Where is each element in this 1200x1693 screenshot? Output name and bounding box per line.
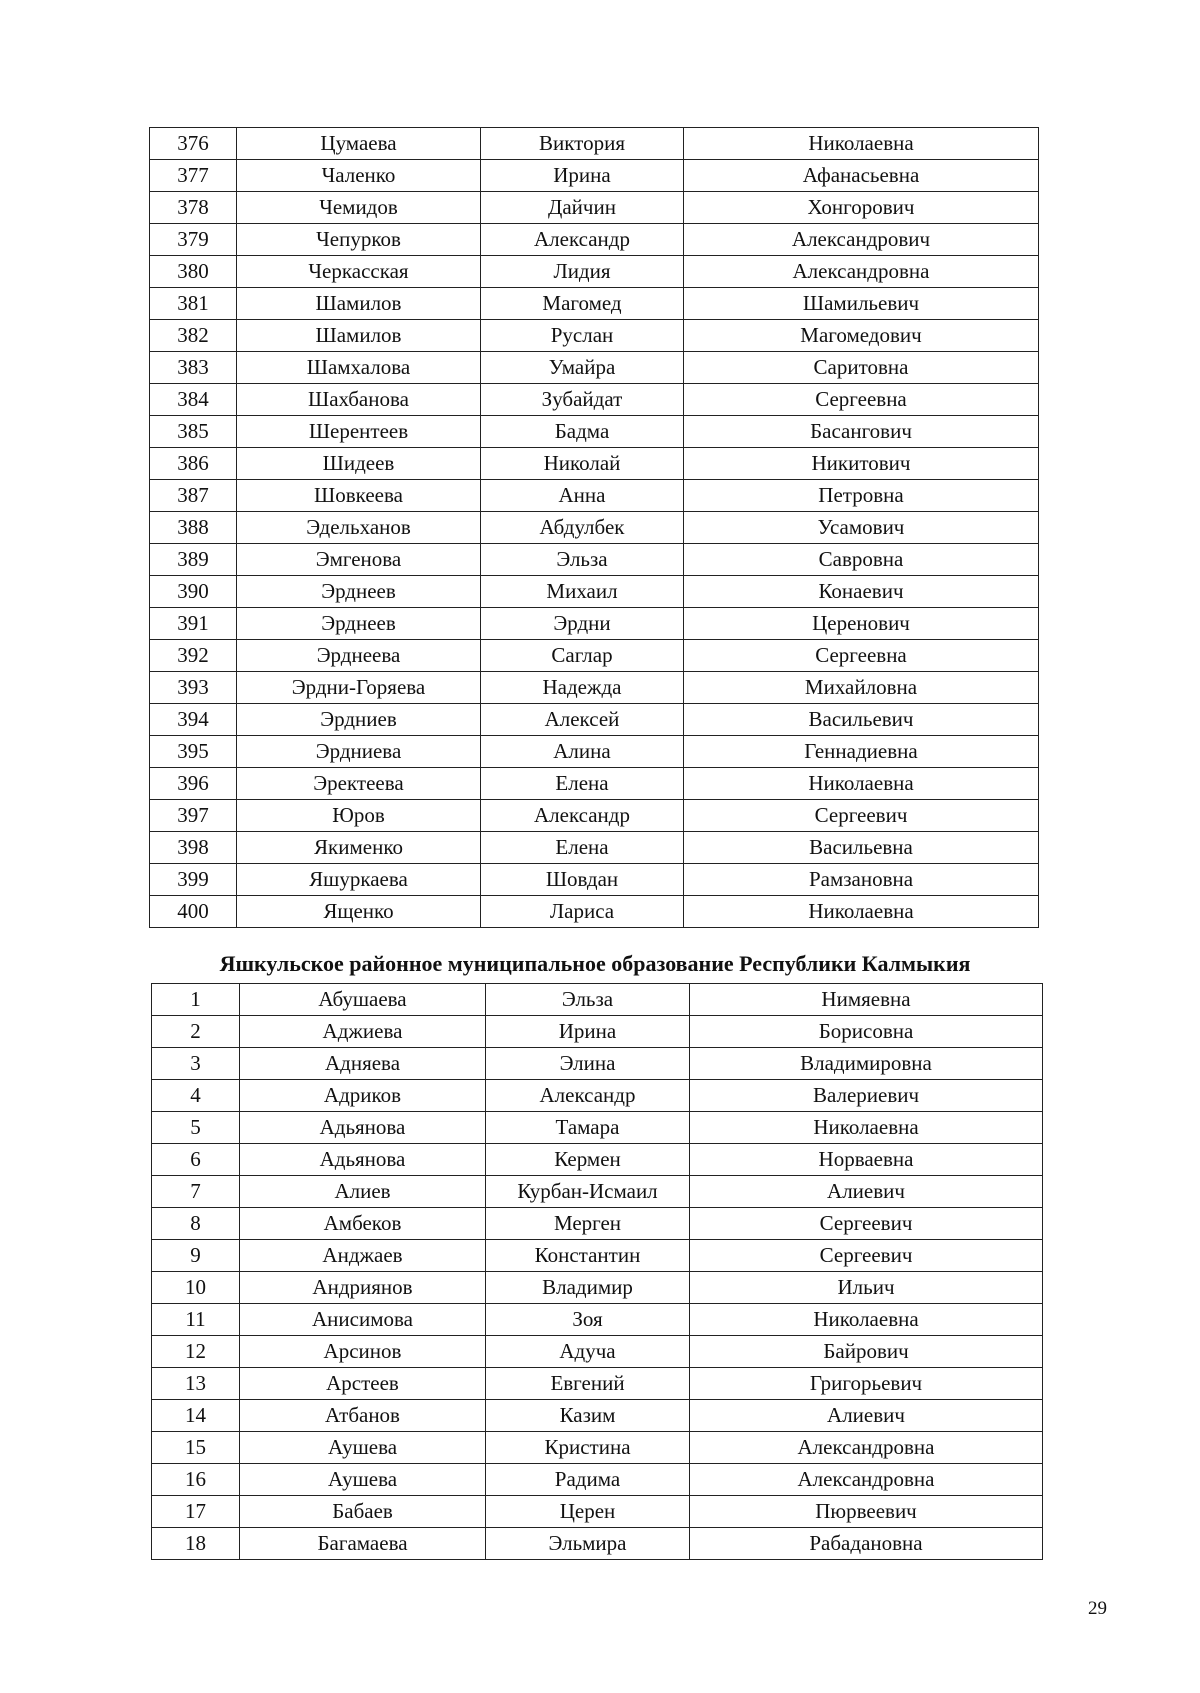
surname-cell: Абушаева — [240, 984, 486, 1016]
first-name-cell: Казим — [486, 1400, 690, 1432]
table-row — [150, 832, 1039, 864]
row-number-cell: 385 — [150, 416, 237, 448]
row-number-cell: 390 — [150, 576, 237, 608]
first-name-cell: Александр — [486, 1080, 690, 1112]
first-name-cell: Надежда — [481, 672, 684, 704]
patronymic-cell: Савровна — [684, 544, 1039, 576]
surname-cell: Чаленко — [237, 160, 481, 192]
table-row — [150, 896, 1039, 928]
table-row — [150, 640, 1039, 672]
surname-cell: Аушева — [240, 1464, 486, 1496]
row-number-cell: 384 — [150, 384, 237, 416]
surname-cell: Адьянова — [240, 1144, 486, 1176]
surname-cell: Чемидов — [237, 192, 481, 224]
surname-cell: Бабаев — [240, 1496, 486, 1528]
table-row — [150, 128, 1039, 160]
table-row — [150, 448, 1039, 480]
surname-cell: Анисимова — [240, 1304, 486, 1336]
first-name-cell: Елена — [481, 768, 684, 800]
row-number-cell: 391 — [150, 608, 237, 640]
row-number-cell: 5 — [152, 1112, 240, 1144]
row-number-cell: 11 — [152, 1304, 240, 1336]
first-name-cell: Магомед — [481, 288, 684, 320]
first-name-cell: Алина — [481, 736, 684, 768]
table-row — [150, 608, 1039, 640]
patronymic-cell: Байрович — [690, 1336, 1043, 1368]
first-name-cell: Мерген — [486, 1208, 690, 1240]
surname-cell: Арстеев — [240, 1368, 486, 1400]
surname-cell: Амбеков — [240, 1208, 486, 1240]
patronymic-cell: Александрович — [684, 224, 1039, 256]
first-name-cell: Елена — [481, 832, 684, 864]
first-name-cell: Саглар — [481, 640, 684, 672]
row-number-cell: 381 — [150, 288, 237, 320]
surname-cell: Алиев — [240, 1176, 486, 1208]
row-number-cell: 18 — [152, 1528, 240, 1560]
table-row — [150, 512, 1039, 544]
patronymic-cell: Сергеевич — [690, 1208, 1043, 1240]
surname-cell: Шахбанова — [237, 384, 481, 416]
patronymic-cell: Хонгорович — [684, 192, 1039, 224]
patronymic-cell: Рамзановна — [684, 864, 1039, 896]
row-number-cell: 395 — [150, 736, 237, 768]
first-name-cell: Шовдан — [481, 864, 684, 896]
patronymic-cell: Басангович — [684, 416, 1039, 448]
patronymic-cell: Конаевич — [684, 576, 1039, 608]
roster-table-2-body — [152, 984, 1043, 1560]
table-row — [152, 1176, 1043, 1208]
row-number-cell: 380 — [150, 256, 237, 288]
patronymic-cell: Валериевич — [690, 1080, 1043, 1112]
table-row — [150, 576, 1039, 608]
patronymic-cell: Афанасьевна — [684, 160, 1039, 192]
patronymic-cell: Сергеевна — [684, 640, 1039, 672]
patronymic-cell: Шамильевич — [684, 288, 1039, 320]
table-row — [150, 224, 1039, 256]
first-name-cell: Александр — [481, 800, 684, 832]
patronymic-cell: Александровна — [684, 256, 1039, 288]
patronymic-cell: Сергеевич — [684, 800, 1039, 832]
first-name-cell: Зоя — [486, 1304, 690, 1336]
row-number-cell: 397 — [150, 800, 237, 832]
first-name-cell: Виктория — [481, 128, 684, 160]
surname-cell: Шидеев — [237, 448, 481, 480]
patronymic-cell: Церенович — [684, 608, 1039, 640]
table-row — [150, 384, 1039, 416]
row-number-cell: 383 — [150, 352, 237, 384]
table-row — [150, 544, 1039, 576]
surname-cell: Шамилов — [237, 288, 481, 320]
table-row — [152, 1400, 1043, 1432]
table-row — [152, 1464, 1043, 1496]
row-number-cell: 377 — [150, 160, 237, 192]
patronymic-cell: Нимяевна — [690, 984, 1043, 1016]
patronymic-cell: Борисовна — [690, 1016, 1043, 1048]
row-number-cell: 3 — [152, 1048, 240, 1080]
roster-table-2 — [151, 983, 1043, 1560]
first-name-cell: Николай — [481, 448, 684, 480]
table-row — [150, 352, 1039, 384]
surname-cell: Эдельханов — [237, 512, 481, 544]
surname-cell: Андриянов — [240, 1272, 486, 1304]
patronymic-cell: Владимировна — [690, 1048, 1043, 1080]
patronymic-cell: Григорьевич — [690, 1368, 1043, 1400]
patronymic-cell: Петровна — [684, 480, 1039, 512]
first-name-cell: Кермен — [486, 1144, 690, 1176]
surname-cell: Арсинов — [240, 1336, 486, 1368]
row-number-cell: 399 — [150, 864, 237, 896]
first-name-cell: Дайчин — [481, 192, 684, 224]
patronymic-cell: Алиевич — [690, 1176, 1043, 1208]
patronymic-cell: Ильич — [690, 1272, 1043, 1304]
patronymic-cell: Сергеевич — [690, 1240, 1043, 1272]
row-number-cell: 12 — [152, 1336, 240, 1368]
row-number-cell: 9 — [152, 1240, 240, 1272]
first-name-cell: Владимир — [486, 1272, 690, 1304]
first-name-cell: Умайра — [481, 352, 684, 384]
row-number-cell: 15 — [152, 1432, 240, 1464]
row-number-cell: 6 — [152, 1144, 240, 1176]
table-row — [150, 160, 1039, 192]
table-row — [152, 1048, 1043, 1080]
surname-cell: Аушева — [240, 1432, 486, 1464]
table-row — [150, 768, 1039, 800]
surname-cell: Шовкеева — [237, 480, 481, 512]
table-row — [152, 1496, 1043, 1528]
row-number-cell: 400 — [150, 896, 237, 928]
row-number-cell: 398 — [150, 832, 237, 864]
row-number-cell: 386 — [150, 448, 237, 480]
patronymic-cell: Алиевич — [690, 1400, 1043, 1432]
table-row — [150, 736, 1039, 768]
surname-cell: Яшуркаева — [237, 864, 481, 896]
table-row — [150, 672, 1039, 704]
table-row — [152, 1336, 1043, 1368]
row-number-cell: 7 — [152, 1176, 240, 1208]
patronymic-cell: Магомедович — [684, 320, 1039, 352]
surname-cell: Адняева — [240, 1048, 486, 1080]
surname-cell: Черкасская — [237, 256, 481, 288]
patronymic-cell: Николаевна — [690, 1112, 1043, 1144]
table-row — [150, 288, 1039, 320]
patronymic-cell: Усамович — [684, 512, 1039, 544]
first-name-cell: Ирина — [481, 160, 684, 192]
table-row — [150, 192, 1039, 224]
surname-cell: Юров — [237, 800, 481, 832]
surname-cell: Анджаев — [240, 1240, 486, 1272]
surname-cell: Шерентеев — [237, 416, 481, 448]
first-name-cell: Эрдни — [481, 608, 684, 640]
surname-cell: Адриков — [240, 1080, 486, 1112]
table-row — [152, 1144, 1043, 1176]
row-number-cell: 13 — [152, 1368, 240, 1400]
patronymic-cell: Сергеевна — [684, 384, 1039, 416]
row-number-cell: 14 — [152, 1400, 240, 1432]
table-row — [150, 480, 1039, 512]
table-row — [152, 1016, 1043, 1048]
row-number-cell: 388 — [150, 512, 237, 544]
row-number-cell: 396 — [150, 768, 237, 800]
surname-cell: Эрдниев — [237, 704, 481, 736]
first-name-cell: Кристина — [486, 1432, 690, 1464]
table-row — [152, 1112, 1043, 1144]
patronymic-cell: Михайловна — [684, 672, 1039, 704]
table-row — [150, 864, 1039, 896]
first-name-cell: Анна — [481, 480, 684, 512]
first-name-cell: Церен — [486, 1496, 690, 1528]
row-number-cell: 389 — [150, 544, 237, 576]
row-number-cell: 4 — [152, 1080, 240, 1112]
surname-cell: Эрднеев — [237, 608, 481, 640]
row-number-cell: 8 — [152, 1208, 240, 1240]
row-number-cell: 394 — [150, 704, 237, 736]
table-row — [152, 1080, 1043, 1112]
surname-cell: Цумаева — [237, 128, 481, 160]
table-row — [150, 320, 1039, 352]
surname-cell: Шамилов — [237, 320, 481, 352]
row-number-cell: 382 — [150, 320, 237, 352]
table-row — [152, 1208, 1043, 1240]
surname-cell: Эрднеева — [237, 640, 481, 672]
surname-cell: Атбанов — [240, 1400, 486, 1432]
surname-cell: Аджиева — [240, 1016, 486, 1048]
table-row — [152, 1240, 1043, 1272]
patronymic-cell: Васильевич — [684, 704, 1039, 736]
patronymic-cell: Никитович — [684, 448, 1039, 480]
first-name-cell: Александр — [481, 224, 684, 256]
patronymic-cell: Александровна — [690, 1432, 1043, 1464]
surname-cell: Эрднеев — [237, 576, 481, 608]
patronymic-cell: Николаевна — [690, 1304, 1043, 1336]
first-name-cell: Адуча — [486, 1336, 690, 1368]
table-row — [152, 1304, 1043, 1336]
first-name-cell: Михаил — [481, 576, 684, 608]
first-name-cell: Константин — [486, 1240, 690, 1272]
surname-cell: Эрдни-Горяева — [237, 672, 481, 704]
first-name-cell: Зубайдат — [481, 384, 684, 416]
first-name-cell: Руслан — [481, 320, 684, 352]
surname-cell: Адьянова — [240, 1112, 486, 1144]
row-number-cell: 379 — [150, 224, 237, 256]
table-row — [150, 416, 1039, 448]
first-name-cell: Лариса — [481, 896, 684, 928]
page-number: 29 — [1088, 1598, 1107, 1619]
first-name-cell: Эльза — [486, 984, 690, 1016]
table-row — [150, 256, 1039, 288]
first-name-cell: Радима — [486, 1464, 690, 1496]
surname-cell: Багамаева — [240, 1528, 486, 1560]
patronymic-cell: Рабадановна — [690, 1528, 1043, 1560]
row-number-cell: 378 — [150, 192, 237, 224]
patronymic-cell: Александровна — [690, 1464, 1043, 1496]
table-row — [152, 1432, 1043, 1464]
first-name-cell: Ирина — [486, 1016, 690, 1048]
row-number-cell: 1 — [152, 984, 240, 1016]
surname-cell: Чепурков — [237, 224, 481, 256]
row-number-cell: 17 — [152, 1496, 240, 1528]
table-row — [150, 704, 1039, 736]
patronymic-cell: Николаевна — [684, 896, 1039, 928]
patronymic-cell: Николаевна — [684, 768, 1039, 800]
row-number-cell: 376 — [150, 128, 237, 160]
first-name-cell: Эльмира — [486, 1528, 690, 1560]
surname-cell: Якименко — [237, 832, 481, 864]
section-heading: Яшкульское районное муниципальное образование Республики Калмыкия — [219, 951, 971, 976]
first-name-cell: Абдулбек — [481, 512, 684, 544]
first-name-cell: Эльза — [481, 544, 684, 576]
surname-cell: Шамхалова — [237, 352, 481, 384]
first-name-cell: Алексей — [481, 704, 684, 736]
table-row — [152, 1272, 1043, 1304]
first-name-cell: Тамара — [486, 1112, 690, 1144]
first-name-cell: Элина — [486, 1048, 690, 1080]
first-name-cell: Бадма — [481, 416, 684, 448]
surname-cell: Эрдниева — [237, 736, 481, 768]
row-number-cell: 10 — [152, 1272, 240, 1304]
patronymic-cell: Васильевна — [684, 832, 1039, 864]
patronymic-cell: Николаевна — [684, 128, 1039, 160]
surname-cell: Эректеева — [237, 768, 481, 800]
roster-table-1 — [149, 127, 1039, 928]
table-row — [152, 1368, 1043, 1400]
surname-cell: Ященко — [237, 896, 481, 928]
first-name-cell: Курбан-Исмаил — [486, 1176, 690, 1208]
first-name-cell: Евгений — [486, 1368, 690, 1400]
patronymic-cell: Норваевна — [690, 1144, 1043, 1176]
row-number-cell: 393 — [150, 672, 237, 704]
table-row — [152, 984, 1043, 1016]
patronymic-cell: Пюрвеевич — [690, 1496, 1043, 1528]
row-number-cell: 392 — [150, 640, 237, 672]
patronymic-cell: Геннадиевна — [684, 736, 1039, 768]
table-row — [150, 800, 1039, 832]
patronymic-cell: Саритовна — [684, 352, 1039, 384]
row-number-cell: 2 — [152, 1016, 240, 1048]
row-number-cell: 16 — [152, 1464, 240, 1496]
surname-cell: Эмгенова — [237, 544, 481, 576]
roster-table-1-body — [150, 128, 1039, 928]
first-name-cell: Лидия — [481, 256, 684, 288]
table-row — [152, 1528, 1043, 1560]
row-number-cell: 387 — [150, 480, 237, 512]
